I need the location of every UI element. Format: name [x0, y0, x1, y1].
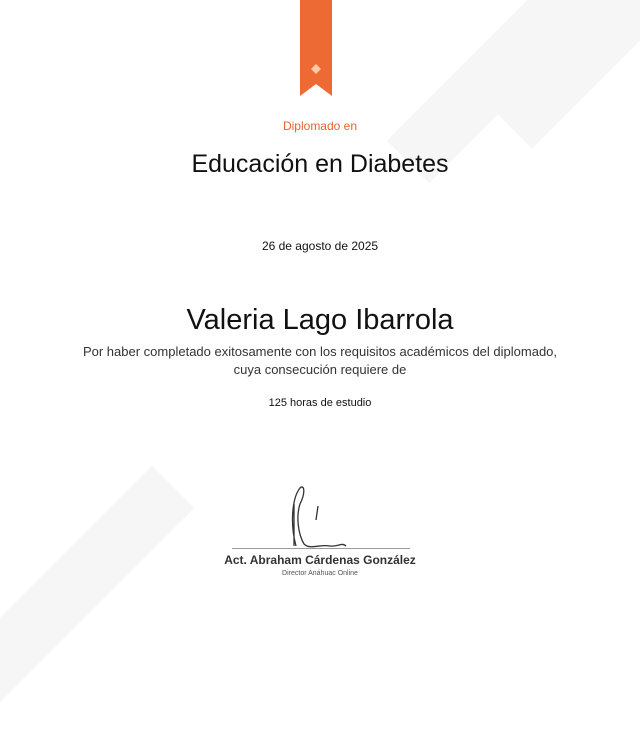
study-hours: 125 horas de estudio — [268, 397, 372, 409]
signature-line — [232, 548, 410, 549]
description-line-2: cuya consecución requiere de — [233, 362, 407, 377]
ribbon-bookmark-icon — [300, 0, 332, 96]
program-type: Diplomado en — [282, 119, 358, 133]
certificate-date: 26 de agosto de 2025 — [261, 239, 379, 253]
recipient-name: Valeria Lago Ibarrola — [186, 304, 454, 336]
signer-name: Act. Abraham Cárdenas González — [224, 553, 416, 567]
signature — [230, 484, 410, 552]
program-name: Educación en Diabetes — [191, 150, 449, 178]
signer-title: Director Anáhuac Online — [282, 570, 358, 577]
background-stripe — [0, 466, 194, 734]
description-line-1: Por haber completado exitosamente con los requisitos académicos del diplomado, — [82, 344, 558, 359]
